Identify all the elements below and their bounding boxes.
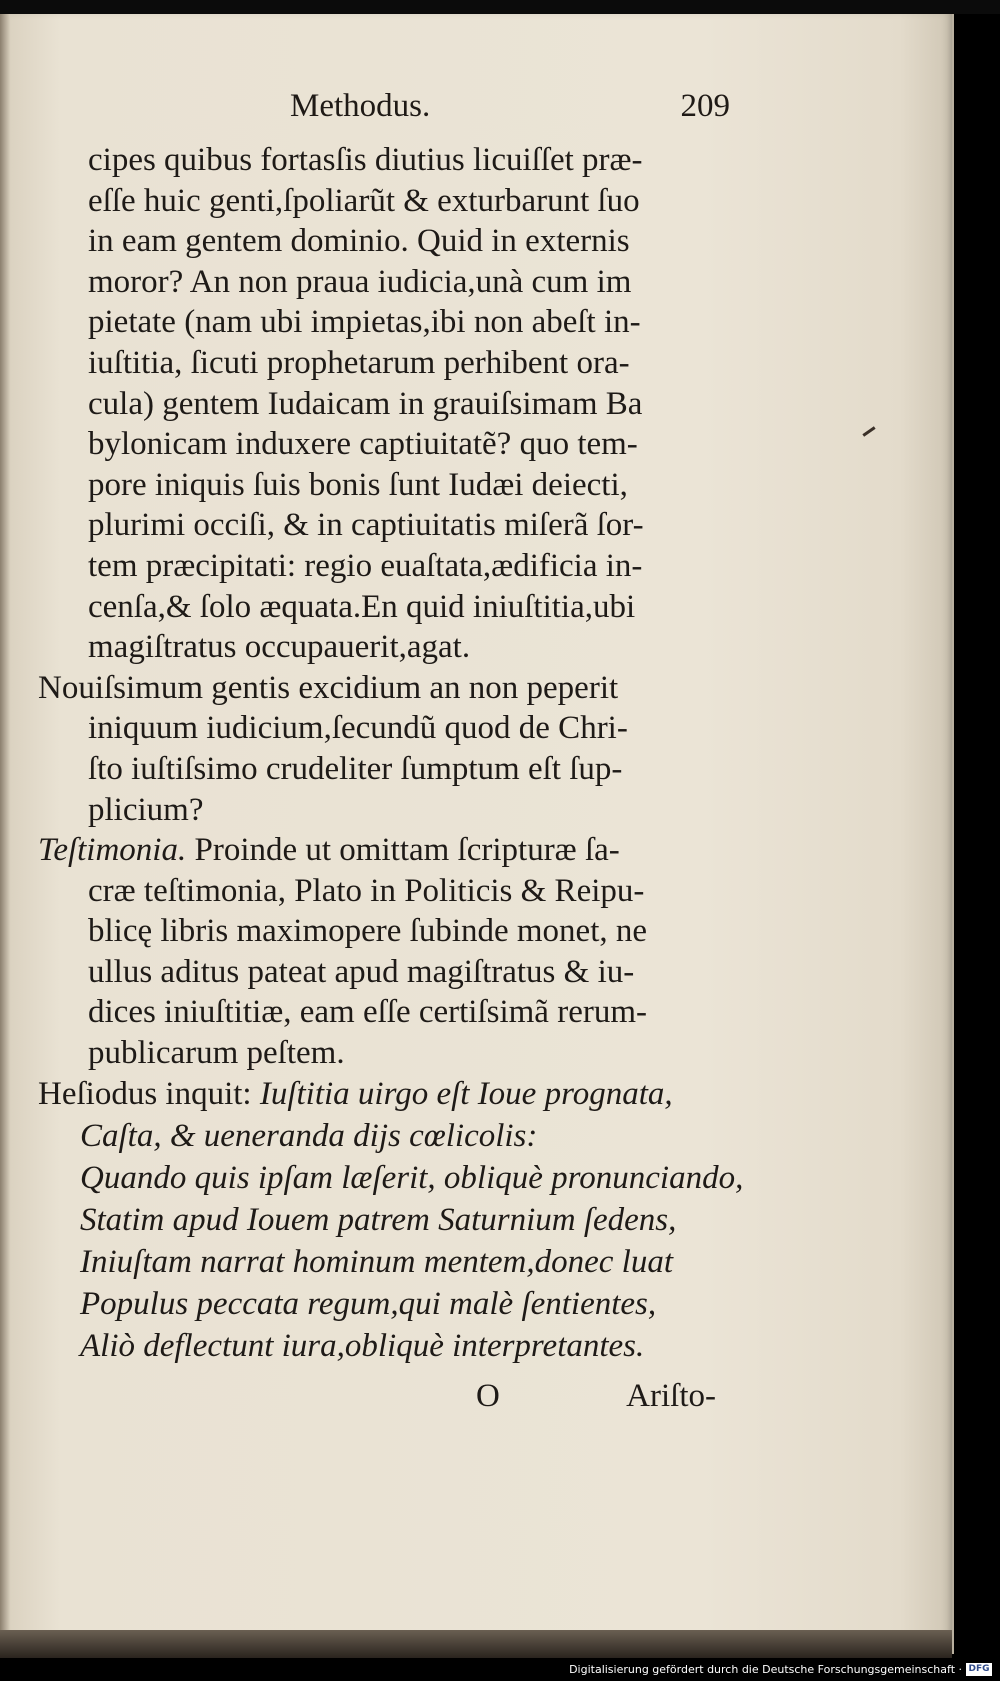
text-run: Proinde ut omittam ſcripturæ ſa- xyxy=(186,832,620,869)
verse-line: Caſta, & ueneranda dijs cœlicolis: xyxy=(80,1117,538,1154)
running-title: Methodus. xyxy=(290,88,431,124)
paragraph-1 xyxy=(38,140,738,668)
catchword-line xyxy=(476,1378,716,1420)
text-line: ullus aditus pateat apud magiſtratus & iu- xyxy=(88,953,635,990)
text-line: eſſe huic genti,ſpoliarũt & exturbarunt ſuo xyxy=(88,182,640,219)
verse-line: Statim apud Iouem patrem Saturnium ſedens, xyxy=(80,1201,677,1238)
text-line: ſto iuſtiſsimo crudeliter ſumptum eſt ſup- xyxy=(88,750,623,787)
verse-text: Iuſtitia uirgo eſt Ioue prognata, xyxy=(259,1075,673,1112)
text-line: publicarum peſtem. xyxy=(88,1035,345,1072)
text-line: moror? An non praua iudicia,unà cum im xyxy=(88,263,632,300)
digitization-credit xyxy=(569,1660,992,1678)
text-line: cræ teſtimonia, Plato in Politicis & Reipu- xyxy=(88,872,645,909)
marginal-note: Teſtimonia. xyxy=(38,832,187,869)
page-bottom-edge xyxy=(0,1630,952,1658)
signature-mark: O xyxy=(476,1378,500,1414)
text-line: plurimi occiſi, & in captiuitatis miſerã ſor- xyxy=(88,507,644,544)
text-line: bylonicam induxere captiuitatẽ? quo tem- xyxy=(88,426,638,463)
text-line: Nouiſsimum gentis excidium an non peperit xyxy=(38,669,619,706)
text-line: magiſtratus occupauerit,agat. xyxy=(88,629,471,666)
text-line: plicium? xyxy=(88,791,204,828)
verse-lead: Heſiodus inquit: xyxy=(38,1075,260,1112)
text-line: tem præcipitati: regio euaſtata,ædificia in- xyxy=(88,547,643,584)
page-number: 209 xyxy=(680,88,730,124)
paragraph-3 xyxy=(38,830,738,1074)
verse-line: Populus peccata regum,qui malè ſentientes, xyxy=(80,1285,657,1322)
text-line: iniquum iudicium,ſecundũ quod de Chri- xyxy=(88,710,628,747)
text-line: cula) gentem Iudaicam in grauiſsimam Ba xyxy=(88,385,643,422)
page-gutter xyxy=(0,14,10,1654)
text-line: in eam gentem dominio. Quid in externis xyxy=(88,223,630,260)
scan-top-edge xyxy=(0,0,1000,14)
credit-text: Digitalisierung gefördert durch die Deutsche Forschungsgemeinschaft · xyxy=(569,1662,962,1676)
text-line: pietate (nam ubi impietas,ibi non abeſt in- xyxy=(88,304,641,341)
text-line: blicę libris maximopere ſubinde monet, ne xyxy=(88,913,648,950)
text-line: cipes quibus fortasſis diutius licuiſſet præ- xyxy=(88,142,643,178)
verse-line: Aliò deflectunt iura,obliquè interpretantes. xyxy=(80,1327,645,1364)
text-line xyxy=(38,830,738,871)
page-text xyxy=(38,140,744,1368)
page-header xyxy=(290,88,730,132)
text-line: pore iniquis ſuis bonis ſunt Iudæi deiecti, xyxy=(88,466,628,503)
text-line: cenſa,& ſolo æquata.En quid iniuſtitia,ubi xyxy=(88,588,636,625)
text-line: iuſtitia, ſicuti prophetarum perhibent ora- xyxy=(88,344,630,381)
text-line xyxy=(38,1074,738,1116)
dfg-logo-icon: DFG xyxy=(966,1663,992,1676)
verse-line: Quando quis ipſam læſerit, obliquè pronunciando, xyxy=(80,1159,744,1196)
catchword: Ariſto- xyxy=(626,1378,716,1414)
paragraph-2 xyxy=(38,668,738,830)
paragraph-4 xyxy=(38,1074,744,1368)
verse-line: Iniuſtam narrat hominum mentem,donec luat xyxy=(80,1243,674,1280)
text-line: dices iniuſtitiæ, eam eſſe certiſsimã rerum- xyxy=(88,994,647,1031)
